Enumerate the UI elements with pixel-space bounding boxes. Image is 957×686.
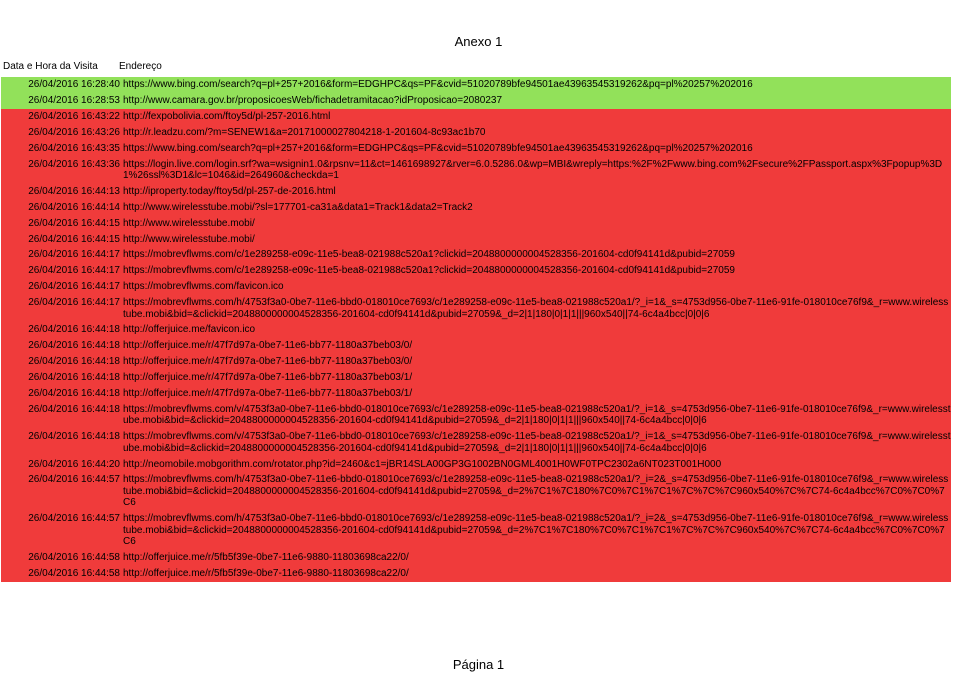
visit-url: http://offerjuice.me/r/47f7d97a-0be7-11e6-bb77-1180a37beb03/1/ bbox=[121, 370, 951, 386]
table-row bbox=[1, 386, 951, 402]
visit-url: https://mobrevflwms.com/h/4753f3a0-0be7-11e6-bbd0-018010ce7693/c/1e289258-e09c-11e5-bea8-021988c520a1/?_i=2&_s=4753d956-0be7-11e6-91fe-018010ce76f9&_r=www.wirelesstube.mobi&bid=&clickid=2048800000004528356-201604-cd0f94141d&pubid=27059&_d=2%7C1%7C180%7C0%7C1%7C1%7C%7C%7C960x540%7C%7C74-6c4a4bcc%7C0%7C0%7C6 bbox=[121, 511, 951, 550]
table-row bbox=[1, 77, 951, 93]
visits-table bbox=[1, 77, 951, 582]
table-row bbox=[1, 93, 951, 109]
visit-url: https://mobrevflwms.com/favicon.ico bbox=[121, 279, 951, 295]
table-row bbox=[1, 231, 951, 247]
visit-url: https://mobrevflwms.com/c/1e289258-e09c-11e5-bea8-021988c520a1?clickid=2048800000004528356-201604-cd0f94141d&pubid=27059 bbox=[121, 263, 951, 279]
table-row bbox=[1, 295, 951, 322]
visit-date: 26/04/2016 16:43:26 bbox=[1, 125, 121, 141]
visit-date: 26/04/2016 16:44:20 bbox=[1, 456, 121, 472]
visits-table-body bbox=[1, 77, 951, 582]
table-row bbox=[1, 184, 951, 200]
visit-url: https://mobrevflwms.com/h/4753f3a0-0be7-11e6-bbd0-018010ce7693/c/1e289258-e09c-11e5-bea8-021988c520a1/?_i=2&_s=4753d956-0be7-11e6-91fe-018010ce76f9&_r=www.wirelesstube.mobi&bid=&clickid=2048800000004528356-201604-cd0f94141d&pubid=27059&_d=2%7C1%7C180%7C0%7C1%7C1%7C%7C%7C960x540%7C%7C74-6c4a4bcc%7C0%7C0%7C6 bbox=[121, 472, 951, 511]
visit-date: 26/04/2016 16:44:15 bbox=[1, 216, 121, 232]
visit-url: http://offerjuice.me/r/47f7d97a-0be7-11e6-bb77-1180a37beb03/1/ bbox=[121, 386, 951, 402]
table-row bbox=[1, 456, 951, 472]
visit-url: https://mobrevflwms.com/c/1e289258-e09c-11e5-bea8-021988c520a1?clickid=2048800000004528356-201604-cd0f94141d&pubid=27059 bbox=[121, 247, 951, 263]
visit-url: http://neomobile.mobgorithm.com/rotator.php?id=2460&c1=jBR14SLA00GP3G1002BN0GML4001H0WF0TPC2302a6NT023T001H000 bbox=[121, 456, 951, 472]
visit-date: 26/04/2016 16:28:40 bbox=[1, 77, 121, 93]
visit-date: 26/04/2016 16:44:58 bbox=[1, 550, 121, 566]
visit-date: 26/04/2016 16:44:18 bbox=[1, 338, 121, 354]
visit-date: 26/04/2016 16:43:22 bbox=[1, 109, 121, 125]
visit-date: 26/04/2016 16:44:18 bbox=[1, 386, 121, 402]
table-row bbox=[1, 247, 951, 263]
table-row bbox=[1, 109, 951, 125]
visit-date: 26/04/2016 16:44:13 bbox=[1, 184, 121, 200]
table-row bbox=[1, 472, 951, 511]
visit-url: http://iproperty.today/ftoy5d/pl-257-de-2016.html bbox=[121, 184, 951, 200]
table-row bbox=[1, 200, 951, 216]
visit-date: 26/04/2016 16:44:18 bbox=[1, 354, 121, 370]
table-row bbox=[1, 429, 951, 456]
visit-url: http://www.wirelesstube.mobi/ bbox=[121, 216, 951, 232]
page-title: Anexo 1 bbox=[454, 34, 503, 49]
table-row bbox=[1, 511, 951, 550]
table-row bbox=[1, 216, 951, 232]
visit-url: http://r.leadzu.com/?m=SENEW1&a=20171000027804218-1-201604-8c93ac1b70 bbox=[121, 125, 951, 141]
visit-url: http://offerjuice.me/r/47f7d97a-0be7-11e6-bb77-1180a37beb03/0/ bbox=[121, 354, 951, 370]
column-header-url: Endereço bbox=[119, 61, 162, 72]
table-row bbox=[1, 322, 951, 338]
page-footer: Página 1 bbox=[452, 657, 505, 672]
visit-date: 26/04/2016 16:44:18 bbox=[1, 370, 121, 386]
visit-date: 26/04/2016 16:44:15 bbox=[1, 231, 121, 247]
table-row bbox=[1, 338, 951, 354]
table-row bbox=[1, 566, 951, 582]
table-row bbox=[1, 141, 951, 157]
visit-date: 26/04/2016 16:28:53 bbox=[1, 93, 121, 109]
visit-date: 26/04/2016 16:44:18 bbox=[1, 322, 121, 338]
visit-date: 26/04/2016 16:44:18 bbox=[1, 402, 121, 429]
visit-date: 26/04/2016 16:44:58 bbox=[1, 566, 121, 582]
column-headers bbox=[3, 61, 162, 72]
visit-url: http://offerjuice.me/r/5fb5f39e-0be7-11e6-9880-11803698ca22/0/ bbox=[121, 550, 951, 566]
table-row bbox=[1, 370, 951, 386]
table-row bbox=[1, 279, 951, 295]
table-row bbox=[1, 125, 951, 141]
visit-date: 26/04/2016 16:43:35 bbox=[1, 141, 121, 157]
visit-url: http://offerjuice.me/r/47f7d97a-0be7-11e6-bb77-1180a37beb03/0/ bbox=[121, 338, 951, 354]
visit-url: http://www.wirelesstube.mobi/ bbox=[121, 231, 951, 247]
table-row bbox=[1, 402, 951, 429]
visit-url: http://offerjuice.me/r/5fb5f39e-0be7-11e6-9880-11803698ca22/0/ bbox=[121, 566, 951, 582]
visit-url: https://mobrevflwms.com/h/4753f3a0-0be7-11e6-bbd0-018010ce7693/c/1e289258-e09c-11e5-bea8-021988c520a1/?_i=1&_s=4753d956-0be7-11e6-91fe-018010ce76f9&_r=www.wirelesstube.mobi&bid=&clickid=2048800000004528356-201604-cd0f94141d&pubid=27059&_d=2|1|180|0|1|1|||960x540||74-6c4a4bcc|0|0|6 bbox=[121, 295, 951, 322]
table-row bbox=[1, 263, 951, 279]
visit-date: 26/04/2016 16:43:36 bbox=[1, 156, 121, 183]
visit-date: 26/04/2016 16:44:57 bbox=[1, 511, 121, 550]
visit-url: http://www.wirelesstube.mobi/?sl=177701-ca31a&data1=Track1&data2=Track2 bbox=[121, 200, 951, 216]
visit-date: 26/04/2016 16:44:17 bbox=[1, 279, 121, 295]
visit-url: http://fexpobolivia.com/ftoy5d/pl-257-2016.html bbox=[121, 109, 951, 125]
table-row bbox=[1, 354, 951, 370]
column-header-date: Data e Hora da Visita bbox=[3, 61, 98, 72]
visit-url: https://www.bing.com/search?q=pl+257+2016&form=EDGHPC&qs=PF&cvid=51020789bfe94501ae43963545319262&pq=pl%20257%202016 bbox=[121, 77, 951, 93]
visit-url: http://offerjuice.me/favicon.ico bbox=[121, 322, 951, 338]
visit-date: 26/04/2016 16:44:17 bbox=[1, 295, 121, 322]
visit-date: 26/04/2016 16:44:18 bbox=[1, 429, 121, 456]
visit-url: http://www.camara.gov.br/proposicoesWeb/fichadetramitacao?idProposicao=2080237 bbox=[121, 93, 951, 109]
visit-url: https://mobrevflwms.com/v/4753f3a0-0be7-11e6-bbd0-018010ce7693/c/1e289258-e09c-11e5-bea8-021988c520a1/?_i=1&_s=4753d956-0be7-11e6-91fe-018010ce76f9&_r=www.wirelesstube.mobi&bid=&clickid=2048800000004528356-201604-cd0f94141d&pubid=27059&_d=2|1|180|0|1|1|||960x540||74-6c4a4bcc|0|0|6 bbox=[121, 429, 951, 456]
table-row bbox=[1, 550, 951, 566]
visit-url: https://www.bing.com/search?q=pl+257+2016&form=EDGHPC&qs=PF&cvid=51020789bfe94501ae43963545319262&pq=pl%20257%202016 bbox=[121, 141, 951, 157]
visit-date: 26/04/2016 16:44:57 bbox=[1, 472, 121, 511]
visit-date: 26/04/2016 16:44:14 bbox=[1, 200, 121, 216]
table-row bbox=[1, 156, 951, 183]
visit-url: https://login.live.com/login.srf?wa=wsignin1.0&rpsnv=11&ct=1461698927&rver=6.0.5286.0&wp=MBI&wreply=https:%2F%2Fwww.bing.com%2Fsecure%2FPassport.aspx%3Fpopup%3D1%26ssl%3D1&lc=1046&id=264960&checkda=1 bbox=[121, 156, 951, 183]
visit-date: 26/04/2016 16:44:17 bbox=[1, 263, 121, 279]
visit-date: 26/04/2016 16:44:17 bbox=[1, 247, 121, 263]
visit-url: https://mobrevflwms.com/v/4753f3a0-0be7-11e6-bbd0-018010ce7693/c/1e289258-e09c-11e5-bea8-021988c520a1/?_i=1&_s=4753d956-0be7-11e6-91fe-018010ce76f9&_r=www.wirelesstube.mobi&bid=&clickid=2048800000004528356-201604-cd0f94141d&pubid=27059&_d=2|1|180|0|1|1|||960x540||74-6c4a4bcc|0|0|6 bbox=[121, 402, 951, 429]
